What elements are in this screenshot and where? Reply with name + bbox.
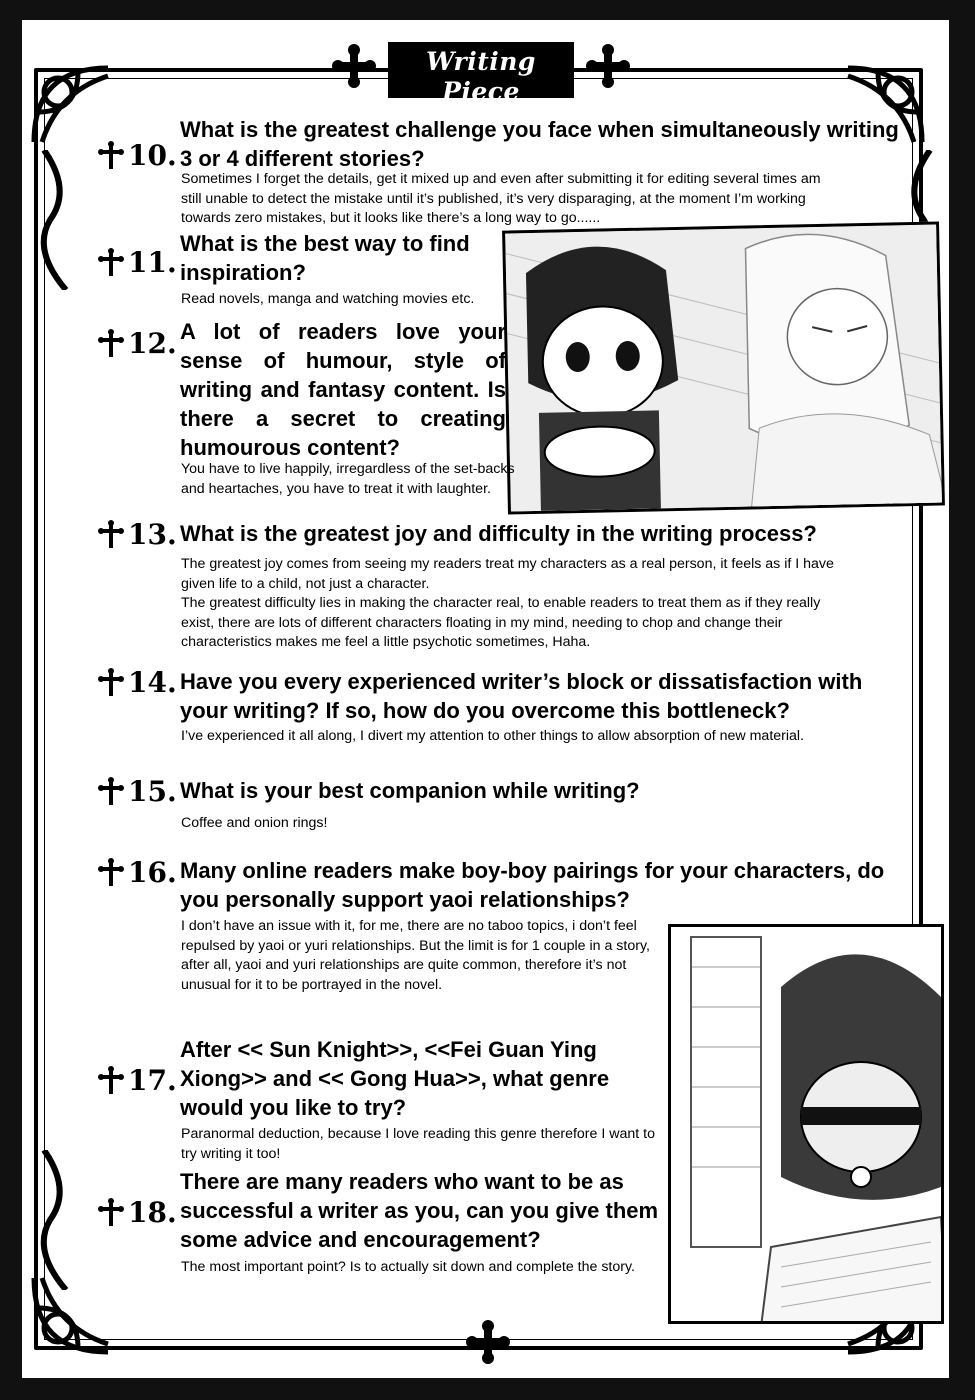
question-text: After << Sun Knight>>, <<Fei Guan Ying Xiong>> and << Gong Hua>>, what genre would you like to try? xyxy=(180,1037,610,1120)
question-number: 18. xyxy=(98,1196,177,1229)
question-number: 12. xyxy=(98,327,177,360)
answer-text: Paranormal deduction, because I love reading this genre therefore I want to try writing it too! xyxy=(181,1126,655,1162)
answer-text: Read novels, manga and watching movies etc. xyxy=(181,291,475,307)
section-title xyxy=(388,42,574,119)
question-number: 15. xyxy=(98,775,177,808)
answer-text: Coffee and onion rings! xyxy=(181,815,328,831)
scroll-ornament-icon xyxy=(36,150,76,290)
answer-text: I don’t have an issue with it, for me, there are no taboo topics, i don’t feel repulsed by yaoi or yuri relationships. But the limit is for 1 couple in a story, after all, yaoi and yuri relationships are quite common, therefore it’s not unusual for it to be portrayed in the novel. xyxy=(181,918,650,993)
dagger-cross-icon xyxy=(98,777,124,807)
question-number: 14. xyxy=(98,666,177,699)
answer-text xyxy=(181,555,841,653)
quatrefoil-cross-icon xyxy=(332,44,376,88)
answer-text: You have to live happily, irregardless of the set-backs and heartaches, you have to treat it with laughter. xyxy=(181,461,515,497)
dagger-cross-icon xyxy=(98,1066,124,1096)
question-text: Have you every experienced writer’s block or dissatisfaction with your writing? If so, how do you overcome this bottleneck? xyxy=(180,669,863,723)
question-text: What is the greatest challenge you face when simultaneously writing 3 or 4 different stories? xyxy=(180,117,899,171)
answer-paragraph: The greatest joy comes from seeing my readers treat my characters as a real person, it feels as if I have given life to a child, not just a character. xyxy=(181,556,834,592)
answer-text: I’ve experienced it all along, I divert my attention to other things to allow absorption of new material. xyxy=(181,728,805,744)
dagger-cross-icon xyxy=(98,248,124,278)
dagger-cross-icon xyxy=(98,329,124,359)
dagger-cross-icon xyxy=(98,520,124,550)
question-text: What is the best way to find inspiration? xyxy=(180,231,470,285)
answer-text: The most important point? Is to actually sit down and complete the story. xyxy=(181,1259,635,1275)
manga-illustration-writing-character xyxy=(668,924,944,1324)
question-number: 13. xyxy=(98,518,177,551)
dagger-cross-icon xyxy=(98,1198,124,1228)
dagger-cross-icon xyxy=(98,858,124,888)
dagger-cross-icon xyxy=(98,141,124,171)
question-text: There are many readers who want to be as successful a writer as you, can you give them some advice and encouragement? xyxy=(180,1169,659,1252)
question-number: 11. xyxy=(98,246,177,279)
answer-text: Sometimes I forget the details, get it mixed up and even after submitting it for editing several times am still unable to detect the mistake until it’s published, it’s very disparaging, at the moment I’m working towards zero mistakes, but it looks like there’s a long way to go...... xyxy=(181,171,821,226)
question-text: Many online readers make boy-boy pairings for your characters, do you personally support yaoi relationships? xyxy=(180,858,885,912)
answer-paragraph: The greatest difficulty lies in making the character real, to enable readers to treat them as if they really exist, there are lots of different characters floating in my mind, needing to chop and change their characteristics makes me feel a little psychotic sometimes, Haha. xyxy=(181,595,821,650)
quatrefoil-cross-icon xyxy=(466,1320,510,1364)
quatrefoil-cross-icon xyxy=(586,44,630,88)
question-text: What is your best companion while writing? xyxy=(180,778,640,803)
dagger-cross-icon xyxy=(98,668,124,698)
question-number: 16. xyxy=(98,856,177,889)
question-text: What is the greatest joy and difficulty in the writing process? xyxy=(180,521,817,546)
question-number: 10. xyxy=(98,139,177,172)
scroll-ornament-icon xyxy=(36,1150,76,1290)
section-subtitle: (continued) xyxy=(453,107,509,119)
question-number: 17. xyxy=(98,1064,177,1097)
question-text: A lot of readers love your sense of humour, style of writing and fantasy content. Is there a secret to creating humourous content? xyxy=(180,319,506,460)
manga-illustration-chibi-characters xyxy=(502,221,945,514)
section-title-text: Writing Piece xyxy=(426,47,536,106)
